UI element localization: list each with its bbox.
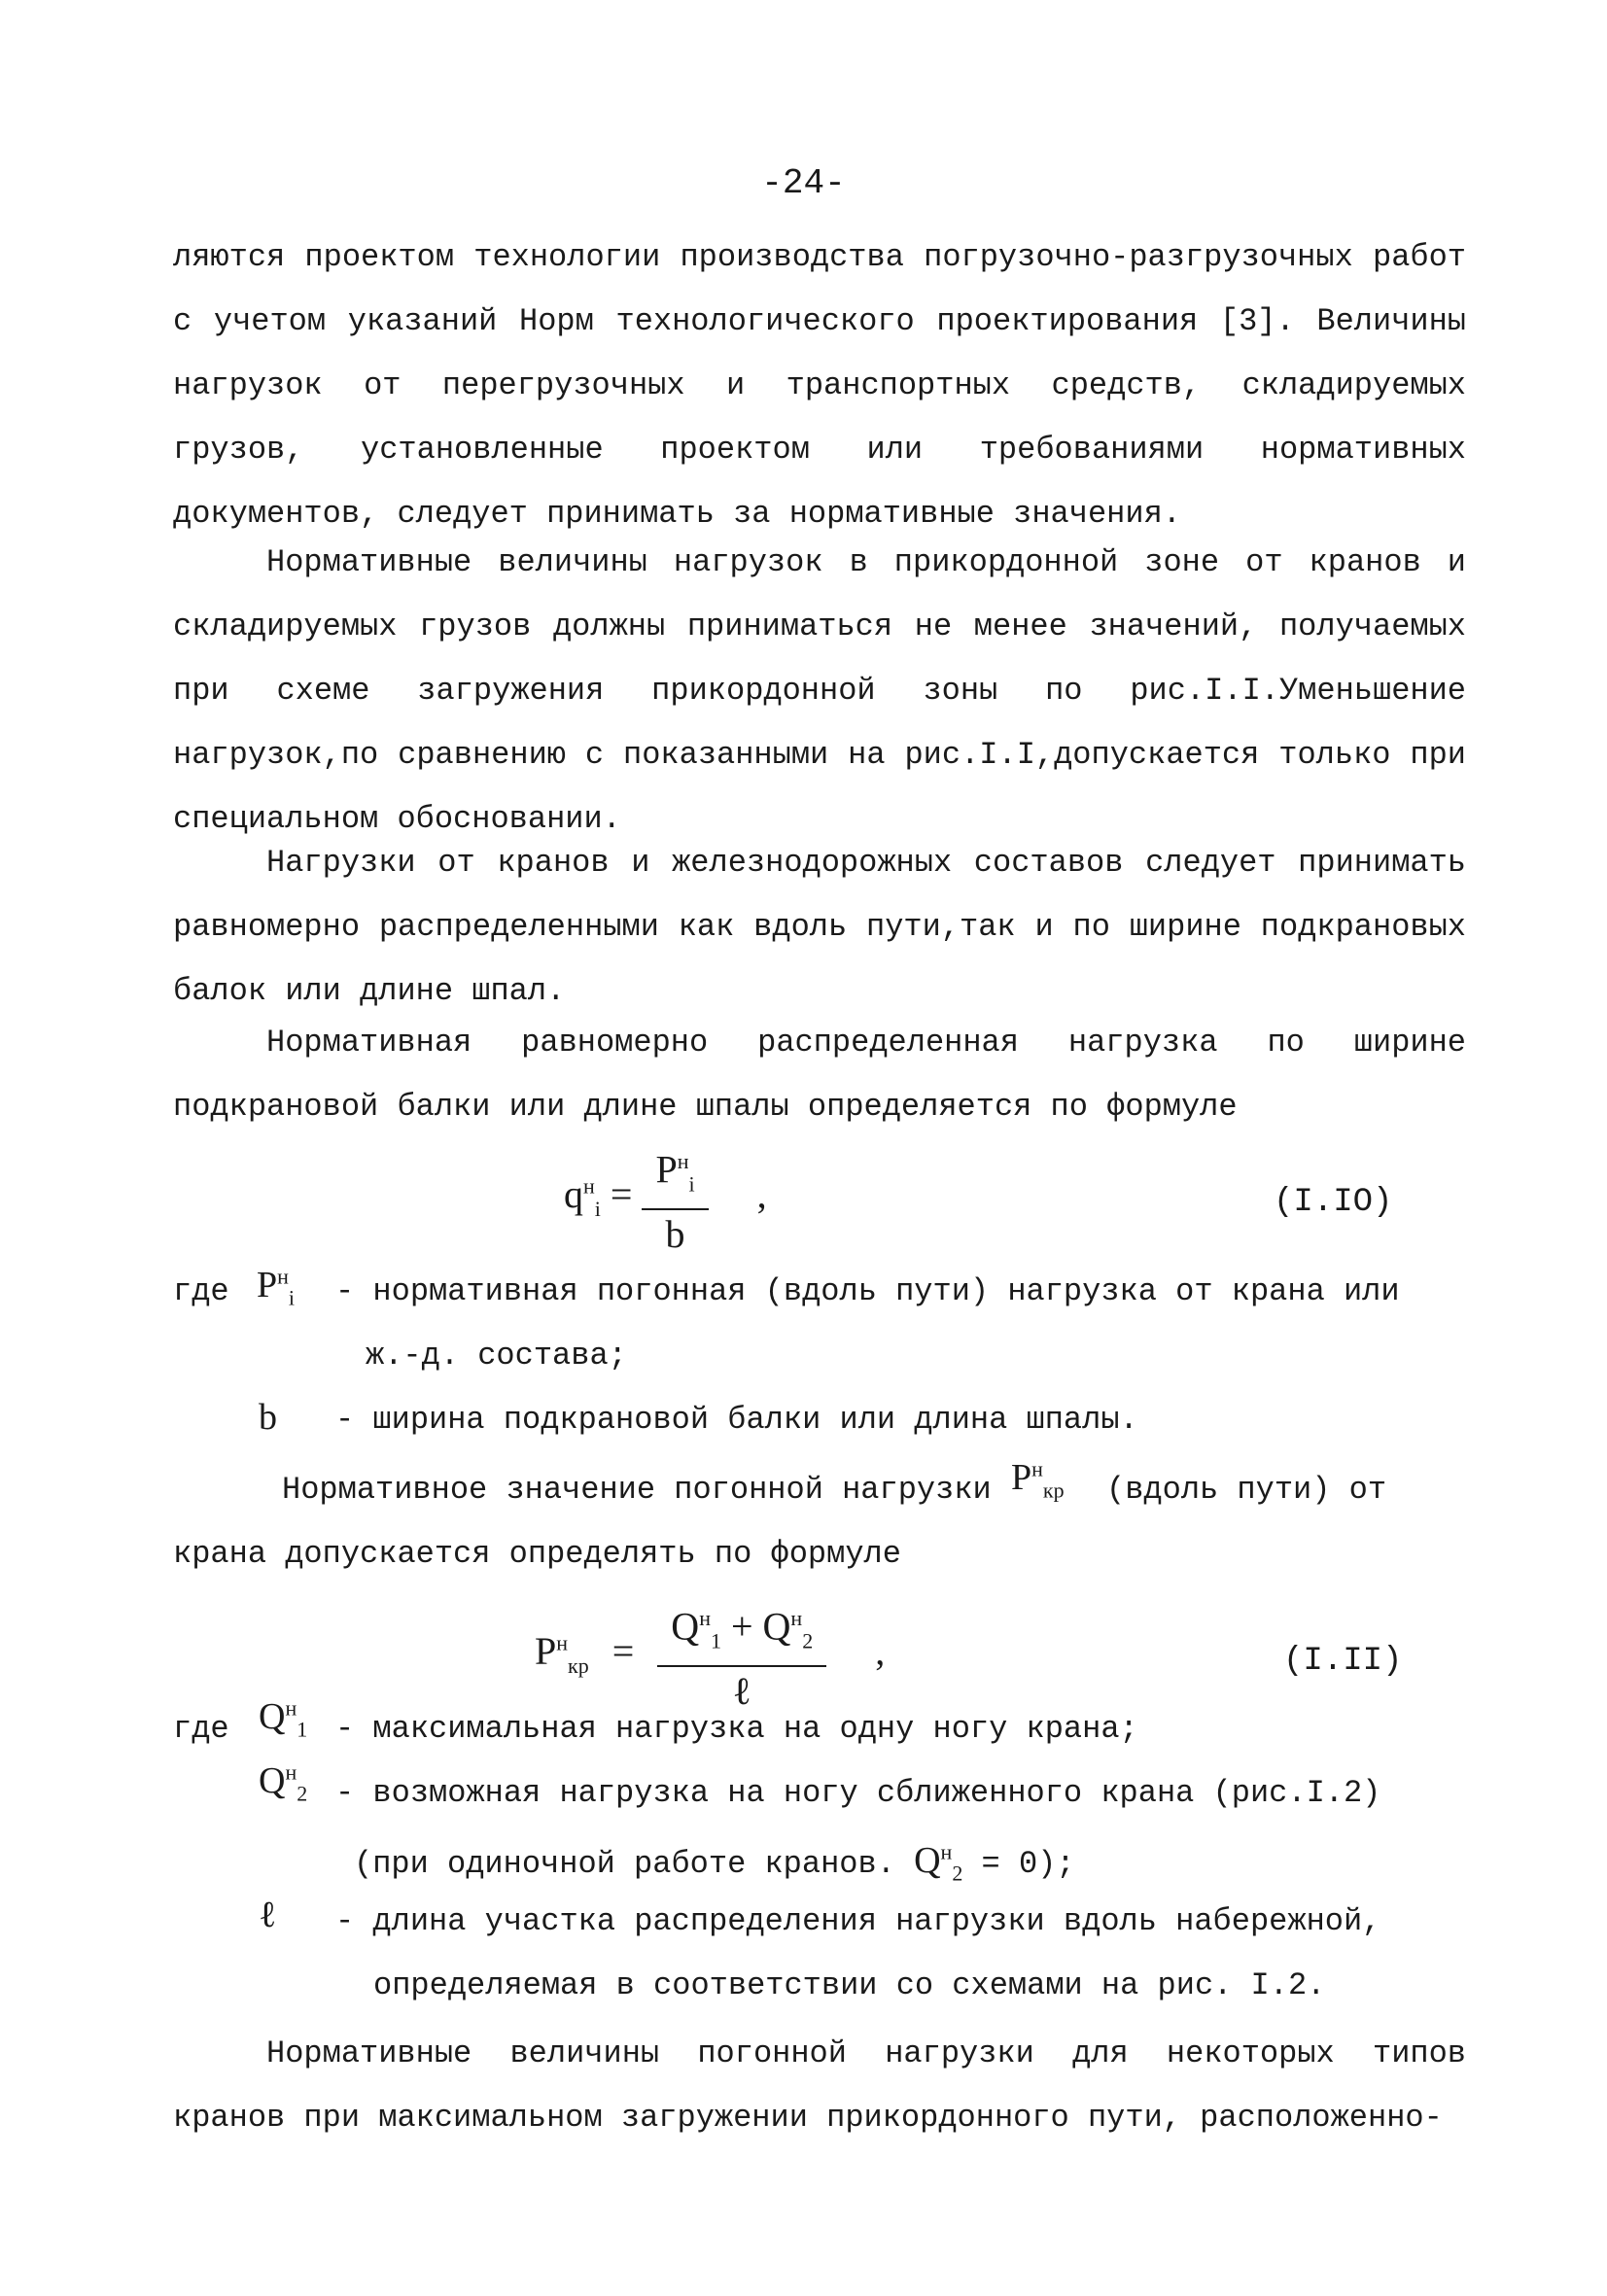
paragraph-5-part1: Нормативное значение погонной нагрузки [282,1472,992,1508]
symbol-q1: $Q^н_1$ [259,1695,308,1742]
symbol-l: ℓ [259,1895,277,1935]
formula-numerator: $P^н_i$ [642,1137,708,1210]
definition-l-line2: определяемая в соответствии со схемами на рис. I.2. [373,1967,1326,2003]
paragraph-5-part2: (вдоль пути) от [1106,1472,1387,1508]
definition-q1: - максимальная нагрузка на одну ногу крана; [335,1711,1138,1747]
formula-denominator: ℓ [732,1669,751,1714]
symbol-q2: $Q^н_2$ [259,1759,308,1806]
definition-b: - ширина подкрановой балки или длина шпалы. [335,1402,1138,1438]
formula-comma: , [756,1171,767,1216]
formula-1-11 [535,1594,885,1716]
definition-q2-line2: (при одиночной работе кранов. $Q^н_2 = 0$); [354,1839,1075,1886]
formula-numerator: $Q^н_1 + Q^н_2$ [657,1594,826,1667]
paragraph-6: Нормативные величины погонной нагрузки для некоторых типов кранов при максимальном загружении прикордонного пути, расположенно- [173,2035,1466,2136]
paragraph-5-line2: крана допускается определять по формуле [173,1536,901,1572]
definition-p-i-line1: - нормативная погонная (вдоль пути) нагрузка от крана или [335,1273,1400,1309]
symbol-b: b [259,1397,277,1438]
where-label-2: где [173,1711,229,1747]
formula-fraction [657,1594,826,1716]
paragraph-3: Нагрузки от кранов и железнодорожных составов следует принимать равномерно распределенными как вдоль пути,так и по ширине подкрановых балок или длине шпал. [173,845,1466,1009]
formula-denominator: b [665,1212,685,1257]
formula-fraction [642,1137,708,1259]
paragraph-1: ляются проектом технологии производства погрузочно-разгрузочных работ с учетом указаний Норм технологического проектирования [3]. Величины нагрузок от перегрузочных и транспортных средств, складируемых грузов, установленные проектом или требованиями нормативных документов, следует принимать за нормативные значения. [173,239,1466,532]
symbol-p-i: $P^н_i$ [257,1264,296,1310]
paragraph-4: Нормативная равномерно распределенная нагрузка по ширине подкрановой балки или длине шпалы определяется по формуле [173,1025,1466,1125]
formula-lhs: $P^н_{кр}$ [535,1628,589,1678]
where-label-1: где [173,1273,229,1309]
definition-l-line1: - длина участка распределения нагрузки вдоль набережной, [335,1903,1381,1939]
formula-comma: , [875,1628,886,1673]
definition-p-i-line2: ж.-д. состава; [366,1338,627,1374]
formula-1-10 [564,1137,767,1259]
page-number: -24- [761,163,846,203]
formula-equals: = [610,1171,633,1216]
formula-lhs: $q^н_i$ [564,1171,601,1221]
definition-q2-line1: - возможная нагрузка на ногу сближенного крана (рис.I.2) [335,1775,1381,1811]
symbol-q2-inline: $Q^н_2$ [914,1839,963,1886]
paragraph-2: Нормативные величины нагрузок в прикордонной зоне от кранов и складируемых грузов должны приниматься не менее значений, получаемых при схеме загружения прикордонной зоны по рис.I.I.Уменьшение нагрузок,по сравнению с показанными на рис.I.I,допускается только при специальном обосновании. [173,544,1466,837]
symbol-p-kr: $P^н_{кр}$ [1011,1456,1065,1503]
equation-number-1-11: (I.II) [1283,1643,1403,1680]
equation-number-1-10: (I.IO) [1274,1184,1393,1221]
formula-equals: = [611,1628,635,1673]
